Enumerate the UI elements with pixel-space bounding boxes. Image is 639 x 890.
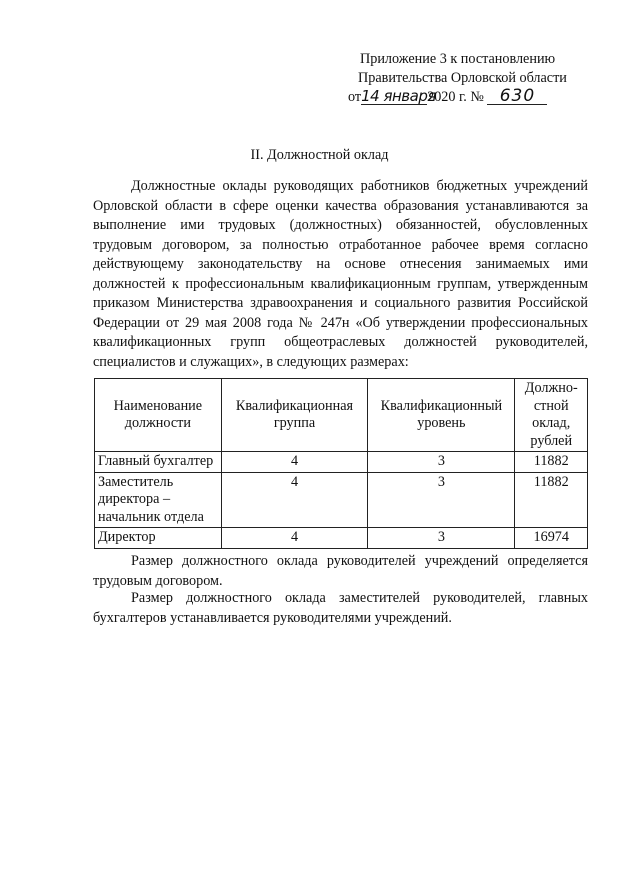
table-row — [95, 528, 588, 549]
header-qualification-group: Квалификационная группа — [221, 379, 368, 452]
director-salary-paragraph: Размер должностного оклада руководителей учреждений определяется трудовым договором. — [93, 553, 588, 589]
cell-level: 3 — [368, 528, 515, 549]
cell-level: 3 — [368, 472, 515, 528]
table-row — [95, 452, 588, 473]
cell-position: Заместитель директора – начальник отдела — [95, 472, 222, 528]
handwritten-number: 630 — [487, 89, 547, 105]
handwritten-date: 14 января — [361, 87, 436, 105]
section-title: II. Должностной оклад — [250, 147, 389, 163]
header-line-1: Приложение 3 к постановлению — [360, 51, 556, 67]
header-position: Наименование должности — [95, 379, 222, 452]
salary-table — [94, 378, 588, 549]
cell-salary: 11882 — [515, 452, 588, 473]
cell-group: 4 — [221, 528, 368, 549]
appendix-header — [340, 50, 600, 107]
table-row — [95, 472, 588, 528]
header-qualification-level: Квалификационный уровень — [368, 379, 515, 452]
header-year-label: 2020 г. № — [427, 89, 484, 105]
cell-group: 4 — [221, 452, 368, 473]
cell-position: Главный бухгалтер — [95, 452, 222, 473]
deputies-salary-paragraph: Размер должностного оклада заместителей руководителей, главных бухгалтеров устанавливается руководителями учреждений. — [93, 590, 588, 626]
header-line-2: Правительства Орловской области — [358, 70, 567, 86]
header-from-label: от — [348, 89, 362, 105]
header-salary: Должно- стной оклад, рублей — [515, 379, 588, 452]
cell-salary: 11882 — [515, 472, 588, 528]
intro-paragraph: Должностные оклады руководящих работников бюджетных учреждений Орловской области в сфере оценки качества образования устанавливаются за выполнение ими трудовых (должностных) обязанностей, обусловленных трудовым договором, за полностью отработанное рабочее время согласно действующему законодательству на основе отнесения занимаемых ими должностей к профессиональным квалификационным группам, утвержденным приказом Министерства здравоохранения и социального развития Российской Федерации от 29 мая 2008 года № 247н «Об утверждении профессиональных квалификационных групп общеотраслевых должностей руководителей, специалистов и служащих», в следующих размерах: — [93, 178, 588, 370]
cell-group: 4 — [221, 472, 368, 528]
cell-position: Директор — [95, 528, 222, 549]
cell-salary: 16974 — [515, 528, 588, 549]
header-line-3 — [340, 88, 600, 107]
cell-level: 3 — [368, 452, 515, 473]
table-header-row — [95, 379, 588, 452]
